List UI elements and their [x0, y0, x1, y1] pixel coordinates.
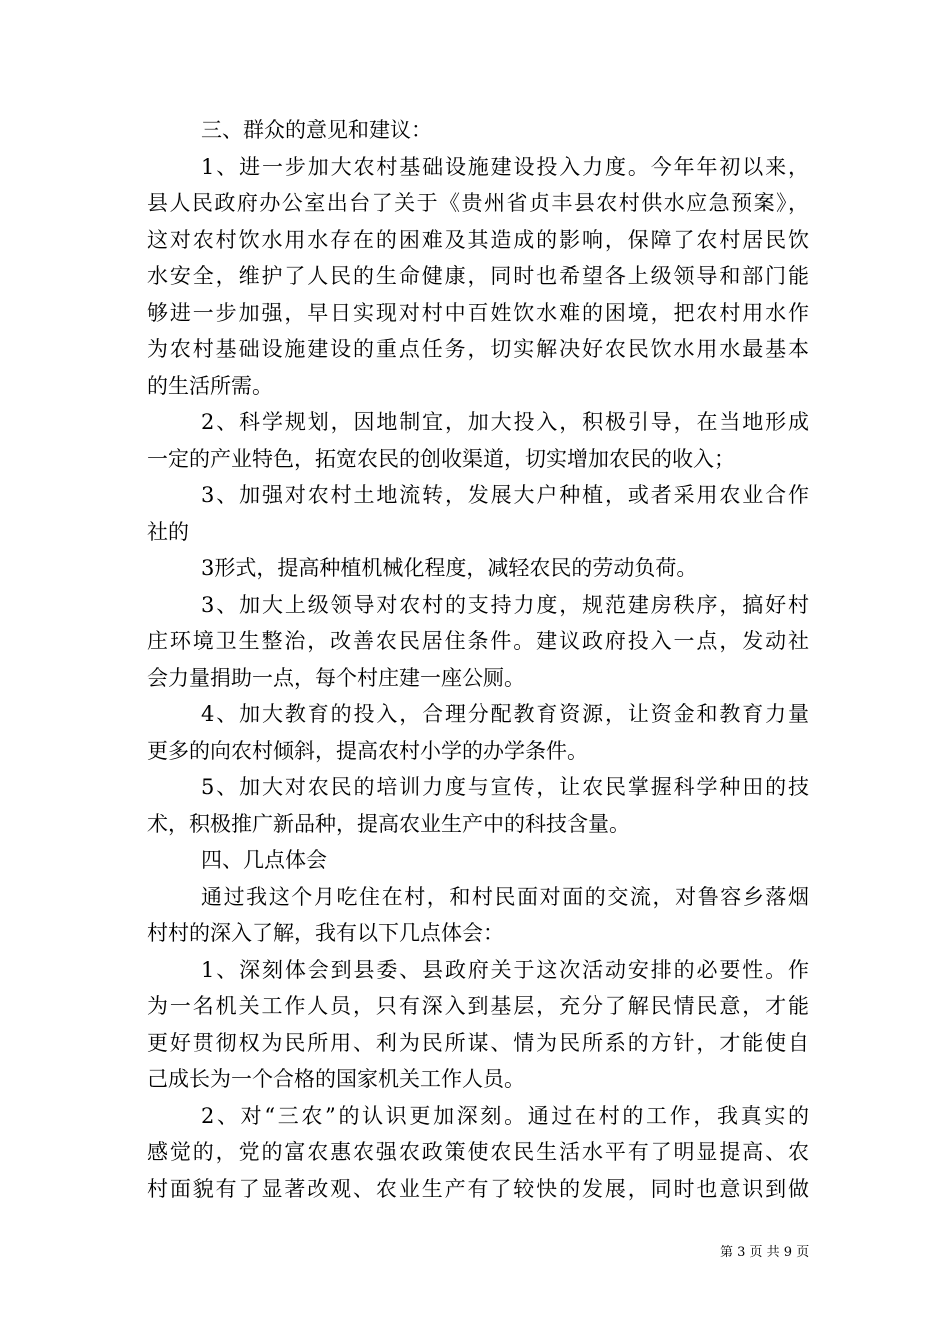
- text-line: 一定的产业特色，拓宽农民的创收渠道，切实增加农民的收入；: [147, 446, 735, 471]
- text-line: 水安全，维护了人民的生命健康，同时也希望各上级领导和部门能: [147, 264, 809, 288]
- text-line: 会力量捐助一点，每个村庄建一座公厕。: [147, 665, 525, 690]
- text-line: 感觉的，党的富农惠农强农政策使农民生活水平有了明显提高、农: [147, 1140, 809, 1164]
- text-line: 3形式，提高种植机械化程度，减轻农民的劳动负荷。: [201, 556, 698, 580]
- text-line: 县人民政府办公室出台了关于《贵州省贞丰县农村供水应急预案》，: [147, 191, 809, 215]
- page-number: 第 3 页 共 9 页: [720, 1245, 810, 1260]
- text-line: 通过我这个月吃住在村，和村民面对面的交流，对鲁容乡落烟: [201, 884, 809, 909]
- text-line: 2、对“三农”的认识更加深刻。通过在村的工作，我真实的: [201, 1103, 809, 1128]
- document-body: [147, 112, 809, 1207]
- text-line: 5、加大对农民的培训力度与宣传，让农民掌握科学种田的技: [201, 775, 809, 799]
- text-line: 更多的向农村倾斜，提高农村小学的办学条件。: [147, 738, 588, 763]
- text-line: 社的: [147, 519, 189, 544]
- text-line: 这对农村饮水用水存在的困难及其造成的影响，保障了农村居民饮: [147, 227, 809, 252]
- text-line: 3、加强对农村土地流转，发展大户种植，或者采用农业合作: [201, 483, 809, 507]
- text-line: 四、几点体会: [201, 848, 327, 872]
- text-line: 庄环境卫生整治，改善农民居住条件。建议政府投入一点，发动社: [147, 629, 809, 653]
- text-line: 1、深刻体会到县委、县政府关于这次活动安排的必要性。作: [201, 957, 809, 982]
- text-line: 术，积极推广新品种，提高农业生产中的科技含量。: [147, 811, 630, 836]
- text-line: 为农村基础设施建设的重点任务，切实解决好农民饮水用水最基本: [147, 337, 809, 361]
- text-line: 己成长为一个合格的国家机关工作人员。: [147, 1067, 525, 1091]
- text-line: 3、加大上级领导对农村的支持力度，规范建房秩序，搞好村: [201, 592, 809, 617]
- text-line: 2、科学规划，因地制宜，加大投入，积极引导，在当地形成: [201, 410, 809, 434]
- text-line: 三、群众的意见和建议：: [201, 118, 432, 142]
- text-line: 的生活所需。: [147, 373, 273, 398]
- text-line: 4、加大教育的投入，合理分配教育资源，让资金和教育力量: [201, 702, 809, 726]
- text-line: 更好贯彻权为民所用、利为民所谋、情为民所系的方针，才能使自: [147, 1030, 809, 1055]
- text-line: 村面貌有了显著改观、农业生产有了较快的发展，同时也意识到做: [147, 1176, 809, 1201]
- text-line: 村村的深入了解，我有以下几点体会：: [147, 921, 504, 945]
- text-line: 为一名机关工作人员，只有深入到基层，充分了解民情民意，才能: [147, 994, 809, 1018]
- text-line: 够进一步加强，早日实现对村中百姓饮水难的困境，把农村用水作: [147, 300, 809, 325]
- text-line: 1、进一步加大农村基础设施建设投入力度。今年年初以来，: [201, 154, 809, 179]
